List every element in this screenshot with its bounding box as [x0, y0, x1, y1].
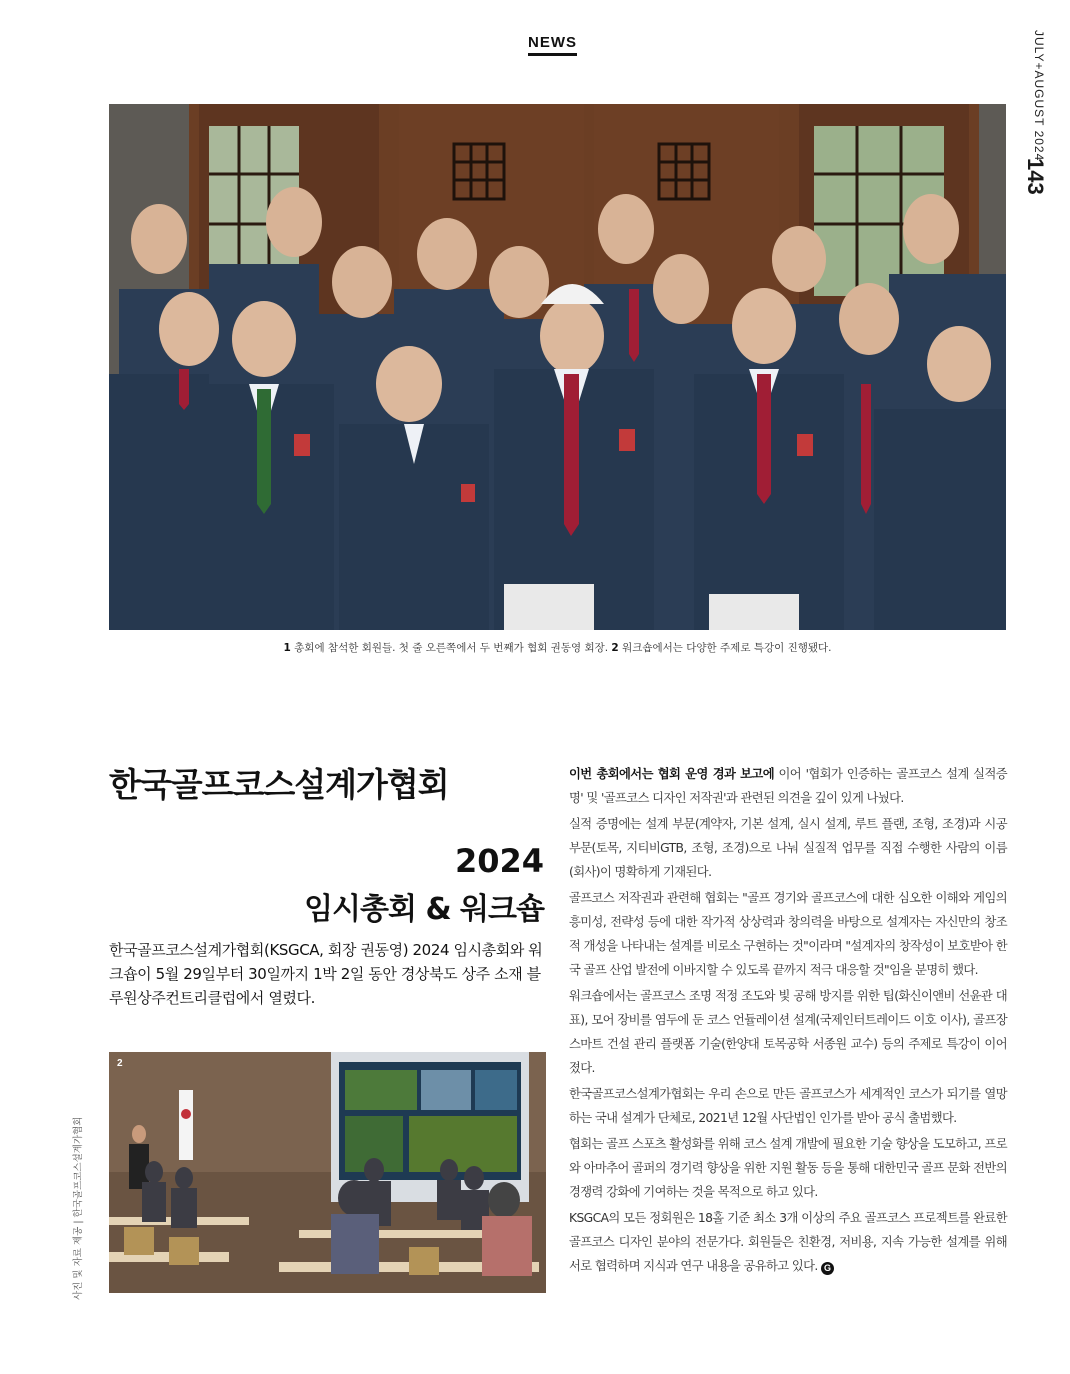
- paragraph-5: 한국골프코스설계가협회는 우리 손으로 만든 골프코스가 세계적인 코스가 되기를 열망하는 국내 설계가 단체로, 2021년 12월 사단법인 인가를 받아 공식 출범했다.: [569, 1087, 1007, 1125]
- paragraph-7-text: KSGCA의 모든 정회원은 18홀 기준 최소 3개 이상의 주요 골프코스 프로젝트를 완료한 골프코스 디자인 분야의 전문가다. 회원들은 친환경, 저비용, 지속 가능한 설계를 위해 서로 협력하며 지식과 연구 내용을 공유하고 있다.: [569, 1211, 1007, 1273]
- paragraph-3: 골프코스 저작권과 관련해 협회는 "골프 경기와 골프코스에 대한 심오한 이해와 게임의 흥미성, 전략성 등에 대한 작가적 상상력과 창의력을 바탕으로 설계자는 자신만의 창조적 개성을 나타내는 설계를 비로소 구현하는 것"이라며 "설계자의 창작성이 보호받아 한국 골프 산업 발전에 이바지할 수 있도록 끝까지 적극 대응할 것"임을 분명히 했다.: [569, 891, 1007, 977]
- photo-caption: [109, 640, 1006, 655]
- paragraph-2: 실적 증명에는 설계 부문(계약자, 기본 설계, 실시 설계, 루트 플랜, 조형, 조경)과 시공 부문(토목, 지티비GTB, 조형, 조경)으로 나눠 실질적 업무를 직접 수행한 사람의 이름(회사)이 명확하게 기재된다.: [569, 817, 1007, 879]
- caption-text-1: 총회에 참석한 회원들. 첫 줄 오른쪽에서 두 번째가 협회 권동영 회장.: [290, 642, 612, 654]
- page-number: 143: [1023, 158, 1048, 195]
- end-mark-icon: G: [821, 1262, 834, 1275]
- headline-event: 임시총회 & 워크숍: [304, 892, 544, 927]
- group-photo-illustration: [109, 104, 1006, 630]
- section-label: NEWS: [528, 34, 577, 56]
- group-photo: [109, 104, 1006, 630]
- caption-number-2: 2: [611, 642, 619, 654]
- issue-date: JULY+AUGUST 2024: [1032, 30, 1046, 162]
- workshop-photo: [109, 1052, 546, 1293]
- headline-organization: 한국골프코스설계가협회: [109, 765, 449, 804]
- caption-number-1: 1: [283, 642, 291, 654]
- photo-number: 2: [117, 1058, 123, 1069]
- headline-year: 2024: [454, 842, 544, 880]
- workshop-photo-illustration: [109, 1052, 546, 1293]
- paragraph-7: [569, 1206, 1007, 1278]
- article-body: [569, 762, 1007, 1280]
- paragraph-1: [569, 762, 1007, 810]
- paragraph-1-text: 이어 '협회가 인증하는 골프코스 설계 실적증명' 및 '골프코스 디자인 저작권'과 관련된 의견을 깊이 있게 나눴다.: [569, 767, 1007, 805]
- caption-text-2: 워크숍에서는 다양한 주제로 특강이 진행됐다.: [618, 642, 832, 654]
- photo-credit-text: 사진 및 자료 제공 | 한국골프코스설계가협회: [73, 1116, 84, 1300]
- lead-paragraph: 한국골프코스설계가협회(KSGCA, 회장 권동영) 2024 임시총회와 워크숍이 5월 29일부터 30일까지 1박 2일 동안 경상북도 상주 소재 블루원상주컨트리클럽에서 열렸다.: [109, 941, 543, 1007]
- paragraph-1-lead: 이번 총회에서는 협회 운영 경과 보고에: [569, 767, 774, 781]
- photo-credit: [70, 1116, 92, 1302]
- paragraph-4: 워크숍에서는 골프코스 조명 적정 조도와 빛 공해 방지를 위한 팁(화신이앤비 선윤관 대표), 모어 장비를 염두에 둔 코스 언듈레이션 설계(국제인터트레이드 이호 이사), 골프장 스마트 건설 관리 플랫폼 기술(한양대 토목공학 서종원 교수) 등의 주제로 특강이 이어졌다.: [569, 989, 1007, 1075]
- page-meta: [1022, 30, 1048, 230]
- paragraph-6: 협회는 골프 스포츠 활성화를 위해 코스 설계 개발에 필요한 기술 향상을 도모하고, 프로와 아마추어 골퍼의 경기력 향상을 위한 지원 활동 등을 통해 대한민국 골프 문화 전반의 경쟁력 강화에 기여하는 것을 목적으로 하고 있다.: [569, 1137, 1007, 1199]
